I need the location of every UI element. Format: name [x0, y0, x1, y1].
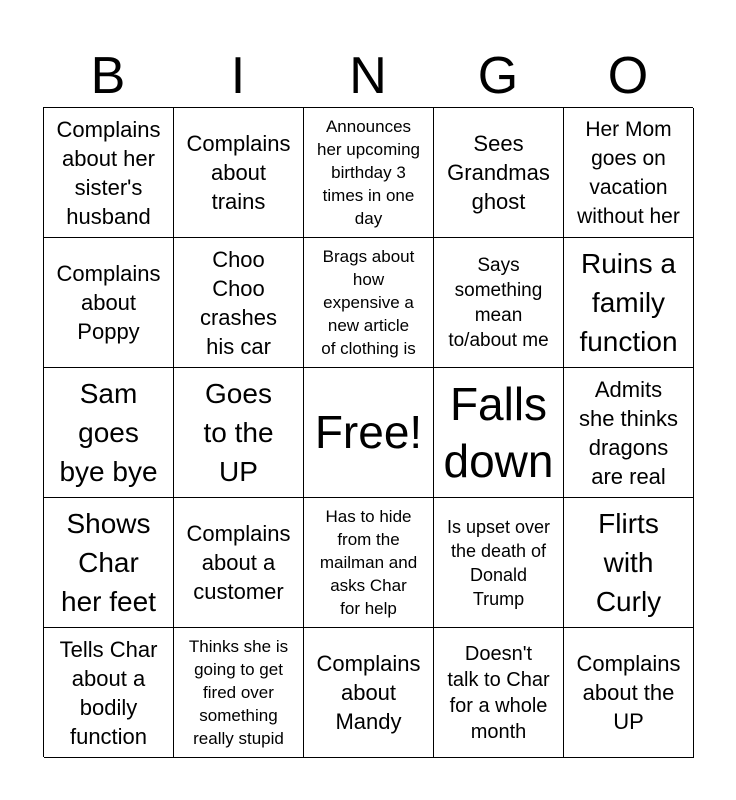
header-letter-b: B	[90, 47, 126, 105]
cell-text: Complains about the UP	[576, 651, 681, 734]
bingo-cell-r3c4[interactable]	[434, 368, 564, 498]
bingo-card	[43, 107, 693, 757]
free-space-cell[interactable]	[304, 368, 434, 498]
cell-text: Complains about Mandy	[316, 651, 421, 734]
cell-text: Says something mean to/about me	[448, 254, 549, 351]
header-letter-n: N	[349, 47, 387, 105]
bingo-cell-r5c1[interactable]	[44, 628, 174, 758]
bingo-cell-r1c2[interactable]	[174, 108, 304, 238]
cell-text: Thinks she is going to get fired over something really stupid	[188, 637, 289, 748]
bingo-header	[43, 48, 693, 104]
header-letter-o: O	[607, 47, 649, 105]
bingo-cell-r3c2[interactable]	[174, 368, 304, 498]
cell-text: Falls down	[443, 377, 554, 487]
bingo-cell-r3c5[interactable]	[564, 368, 694, 498]
bingo-cell-r2c3[interactable]	[304, 238, 434, 368]
bingo-cell-r4c5[interactable]	[564, 498, 694, 628]
bingo-cell-r1c5[interactable]	[564, 108, 694, 238]
bingo-cell-r4c4[interactable]	[434, 498, 564, 628]
header-letter-i: I	[230, 47, 246, 105]
cell-text: Brags about how expensive a new article of clothing is	[321, 247, 416, 358]
free-space-text: Free!	[314, 406, 423, 458]
bingo-cell-r4c1[interactable]	[44, 498, 174, 628]
cell-text: Is upset over the death of Donald Trump	[446, 516, 551, 609]
cell-text: Goes to the UP	[203, 378, 274, 487]
bingo-cell-r5c3[interactable]	[304, 628, 434, 758]
cell-text: Complains about her sister's husband	[56, 116, 161, 229]
cell-text: Sam goes bye bye	[59, 378, 158, 487]
cell-text: Doesn't talk to Char for a whole month	[447, 642, 550, 743]
cell-text: Flirts with Curly	[595, 508, 662, 617]
bingo-cell-r2c2[interactable]	[174, 238, 304, 368]
bingo-cell-r5c5[interactable]	[564, 628, 694, 758]
cell-text: Complains about a customer	[186, 521, 291, 604]
cell-text: Choo Choo crashes his car	[199, 246, 278, 359]
cell-text: Shows Char her feet	[61, 508, 156, 617]
bingo-cell-r2c5[interactable]	[564, 238, 694, 368]
cell-text: Complains about trains	[186, 131, 291, 214]
bingo-cell-r5c4[interactable]	[434, 628, 564, 758]
cell-text: Tells Char about a bodily function	[59, 636, 158, 749]
bingo-cell-r5c2[interactable]	[174, 628, 304, 758]
bingo-cell-r1c1[interactable]	[44, 108, 174, 238]
bingo-cell-r1c4[interactable]	[434, 108, 564, 238]
cell-text: Has to hide from the mailman and asks Char for help	[319, 507, 418, 618]
bingo-cell-r4c3[interactable]	[304, 498, 434, 628]
bingo-cell-r2c1[interactable]	[44, 238, 174, 368]
cell-text: Complains about Poppy	[56, 261, 161, 344]
cell-text: Ruins a family function	[579, 248, 678, 357]
cell-text: Admits she thinks dragons are real	[578, 376, 679, 489]
cell-text: Sees Grandmas ghost	[447, 131, 550, 214]
bingo-cell-r1c3[interactable]	[304, 108, 434, 238]
header-letter-g: G	[477, 47, 519, 105]
bingo-cell-r3c1[interactable]	[44, 368, 174, 498]
bingo-cell-r4c2[interactable]	[174, 498, 304, 628]
cell-text: Announces her upcoming birthday 3 times in one day	[316, 117, 420, 228]
cell-text: Her Mom goes on vacation without her	[577, 117, 680, 228]
bingo-cell-r2c4[interactable]	[434, 238, 564, 368]
